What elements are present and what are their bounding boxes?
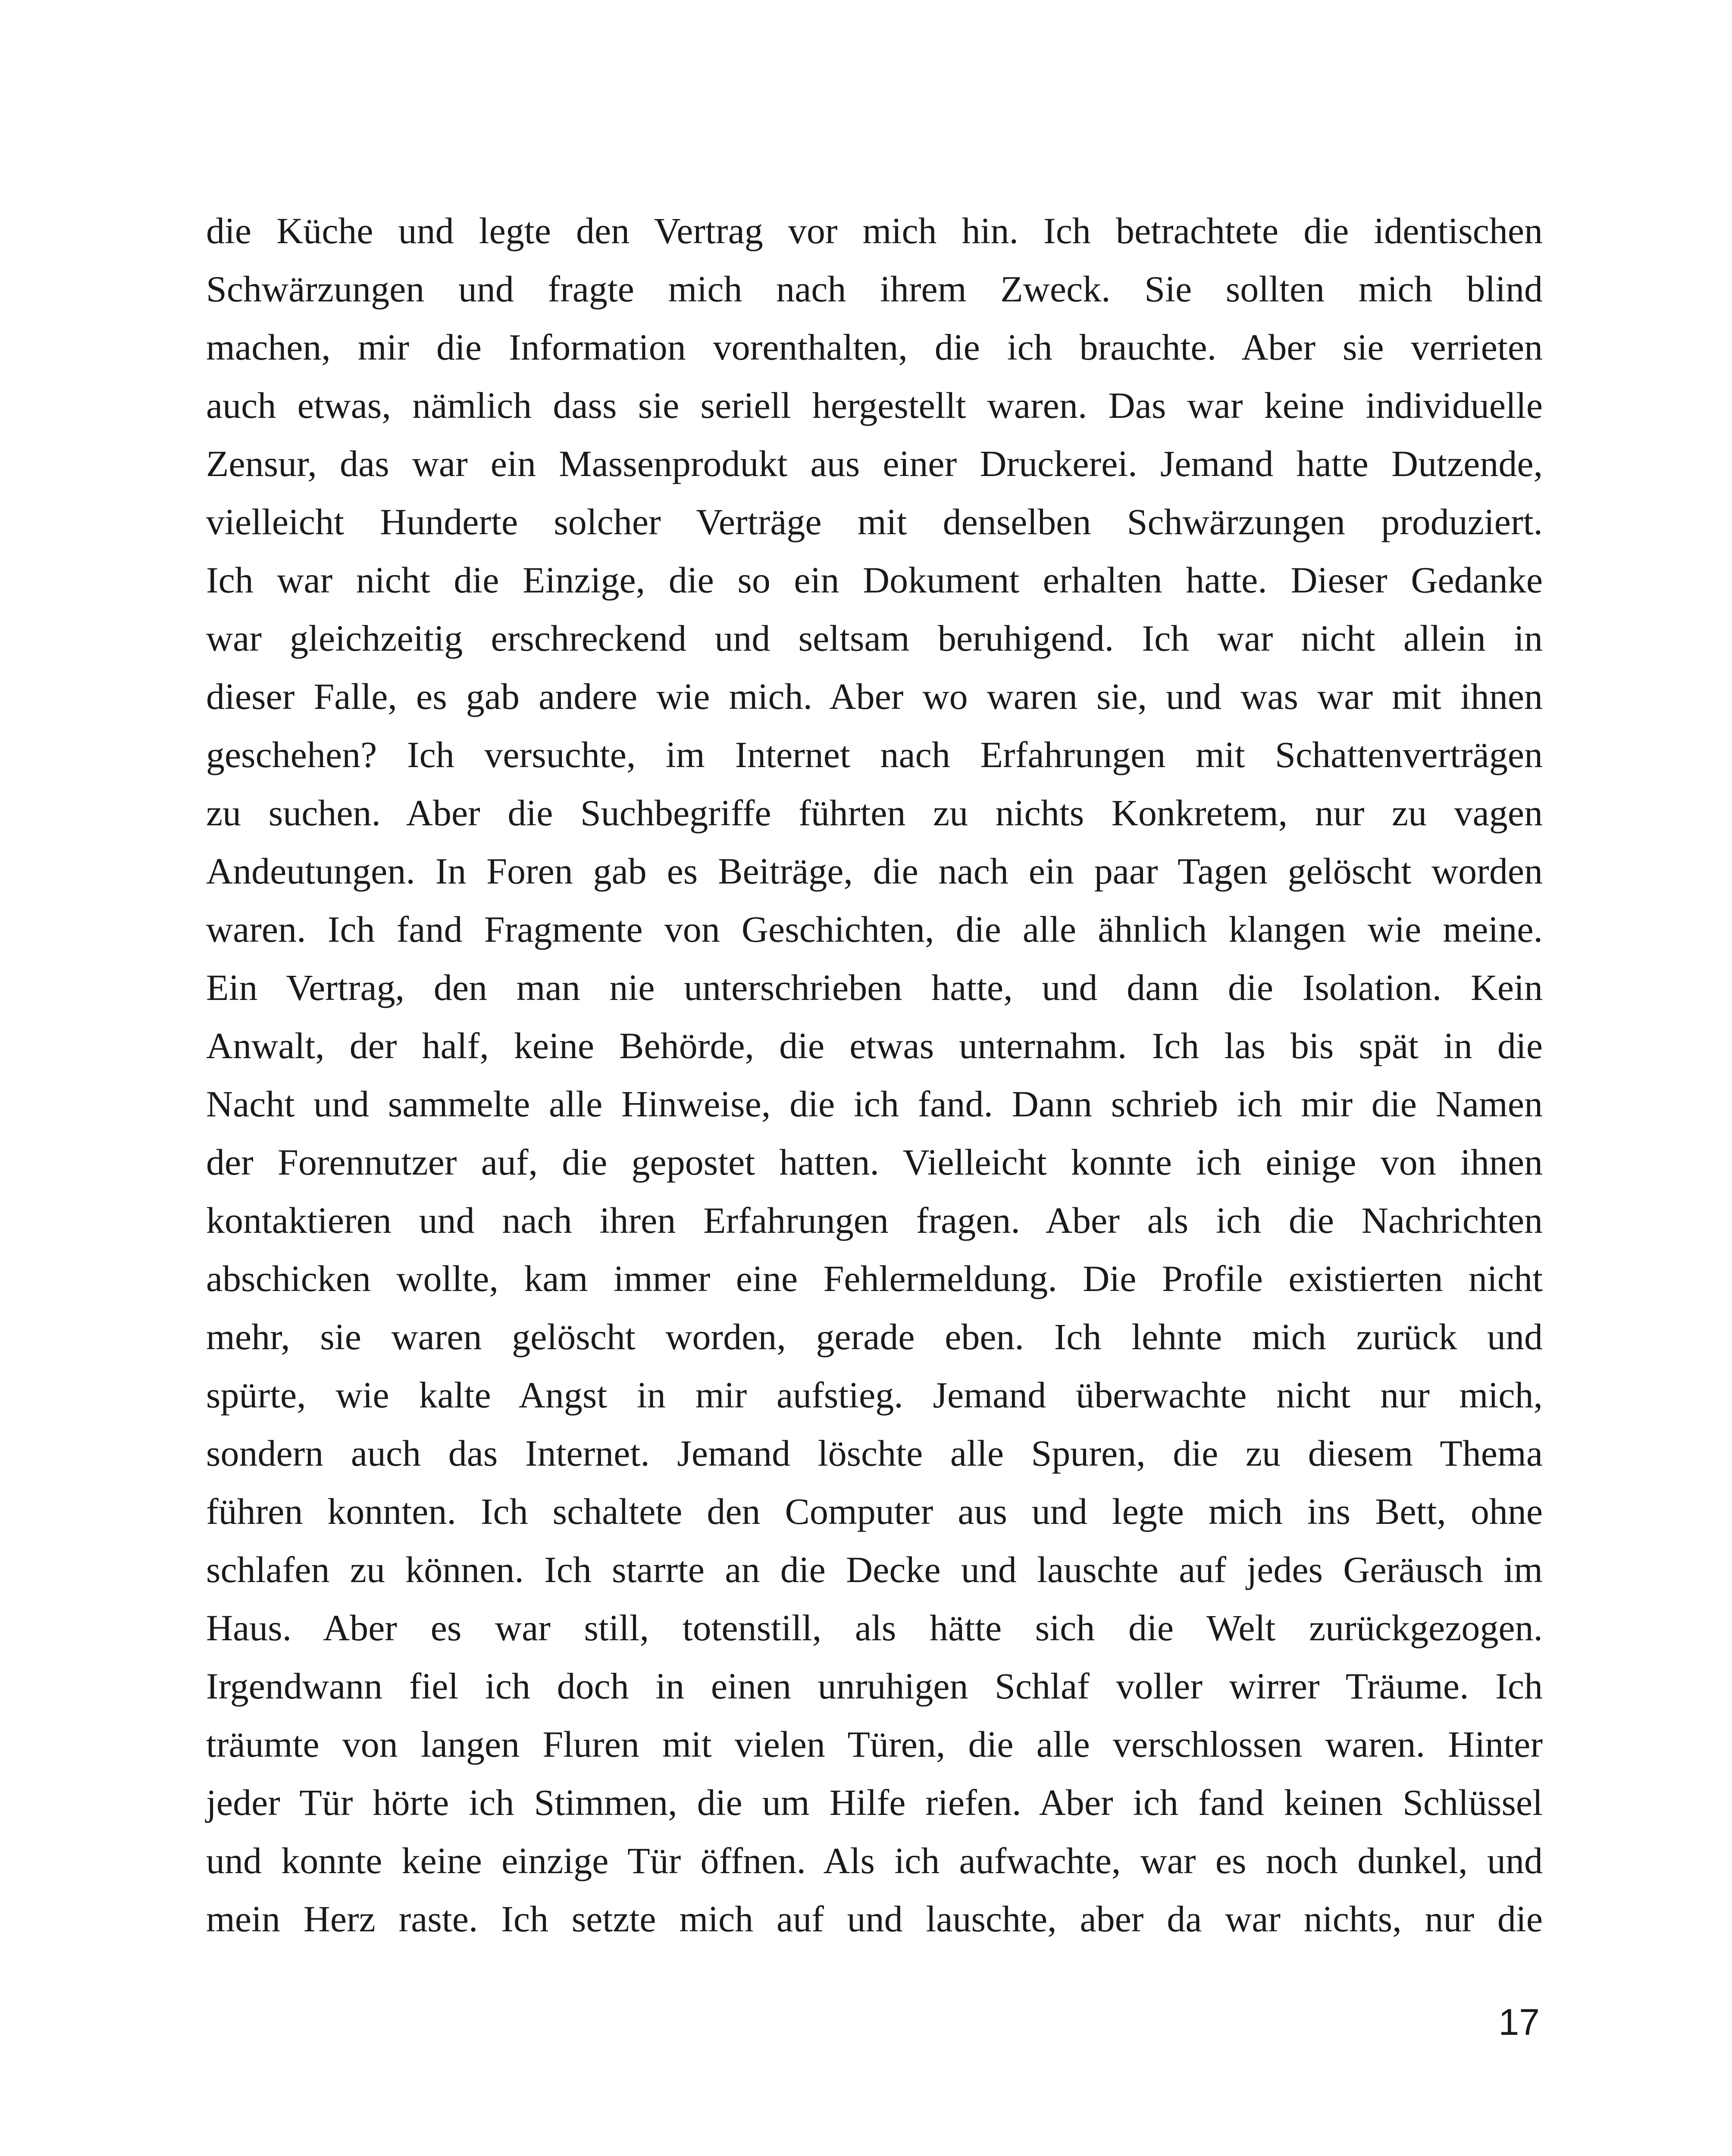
text-line: sondern auch das Internet. Jemand löschte alle Spuren, die zu diesem Thema: [206, 1432, 1543, 1474]
text-line: zu suchen. Aber die Suchbegriffe führten zu nichts Konkretem, nur zu vagen: [206, 792, 1543, 834]
text-line: Irgendwann fiel ich doch in einen unruhigen Schlaf voller wirrer Träume. Ich: [206, 1665, 1543, 1707]
text-line: träumte von langen Fluren mit vielen Türen, die alle verschlossen waren. Hinter: [206, 1724, 1543, 1765]
body-text: [206, 202, 1543, 1948]
text-line: Schwärzungen und fragte mich nach ihrem Zweck. Sie sollten mich blind: [206, 268, 1543, 310]
text-line: Ein Vertrag, den man nie unterschrieben hatte, und dann die Isolation. Kein: [206, 967, 1543, 1008]
text-line: war gleichzeitig erschreckend und seltsam beruhigend. Ich war nicht allein in: [206, 617, 1543, 659]
text-line: machen, mir die Information vorenthalten, die ich brauchte. Aber sie verrieten: [206, 326, 1543, 368]
text-line: Andeutungen. In Foren gab es Beiträge, die nach ein paar Tagen gelöscht worden: [206, 850, 1543, 892]
text-line: geschehen? Ich versuchte, im Internet nach Erfahrungen mit Schattenverträgen: [206, 734, 1543, 775]
text-line: dieser Falle, es gab andere wie mich. Aber wo waren sie, und was war mit ihnen: [206, 676, 1543, 717]
text-line: abschicken wollte, kam immer eine Fehlermeldung. Die Profile existierten nicht: [206, 1258, 1543, 1299]
text-line: mein Herz raste. Ich setzte mich auf und lauschte, aber da war nichts, nur die: [206, 1898, 1543, 1940]
text-line: die Küche und legte den Vertrag vor mich hin. Ich betrachtete die identischen: [206, 210, 1543, 251]
text-line: schlafen zu können. Ich starrte an die Decke und lauschte auf jedes Geräusch im: [206, 1549, 1543, 1590]
text-line: führen konnten. Ich schaltete den Computer aus und legte mich ins Bett, ohne: [206, 1491, 1543, 1532]
text-line: Ich war nicht die Einzige, die so ein Dokument erhalten hatte. Dieser Gedanke: [206, 559, 1543, 601]
text-line: jeder Tür hörte ich Stimmen, die um Hilfe riefen. Aber ich fand keinen Schlüssel: [206, 1782, 1543, 1823]
text-line: und konnte keine einzige Tür öffnen. Als ich aufwachte, war es noch dunkel, und: [206, 1840, 1543, 1881]
text-line: Zensur, das war ein Massenprodukt aus einer Druckerei. Jemand hatte Dutzende,: [206, 443, 1543, 484]
text-line: der Forennutzer auf, die gepostet hatten. Vielleicht konnte ich einige von ihnen: [206, 1141, 1543, 1183]
text-line: Anwalt, der half, keine Behörde, die etwas unternahm. Ich las bis spät in die: [206, 1025, 1543, 1066]
page-number: 17: [1498, 2002, 1540, 2043]
text-line: mehr, sie waren gelöscht worden, gerade eben. Ich lehnte mich zurück und: [206, 1316, 1543, 1357]
text-line: vielleicht Hunderte solcher Verträge mit denselben Schwärzungen produziert.: [206, 501, 1543, 542]
text-line: auch etwas, nämlich dass sie seriell hergestellt waren. Das war keine individuelle: [206, 385, 1543, 426]
text-line: Haus. Aber es war still, totenstill, als hätte sich die Welt zurückgezogen.: [206, 1607, 1543, 1648]
text-line: waren. Ich fand Fragmente von Geschichten, die alle ähnlich klangen wie meine.: [206, 909, 1543, 950]
text-line: kontaktieren und nach ihren Erfahrungen fragen. Aber als ich die Nachrichten: [206, 1200, 1543, 1241]
text-line: Nacht und sammelte alle Hinweise, die ich fand. Dann schrieb ich mir die Namen: [206, 1083, 1543, 1125]
text-line: spürte, wie kalte Angst in mir aufstieg. Jemand überwachte nicht nur mich,: [206, 1374, 1543, 1416]
